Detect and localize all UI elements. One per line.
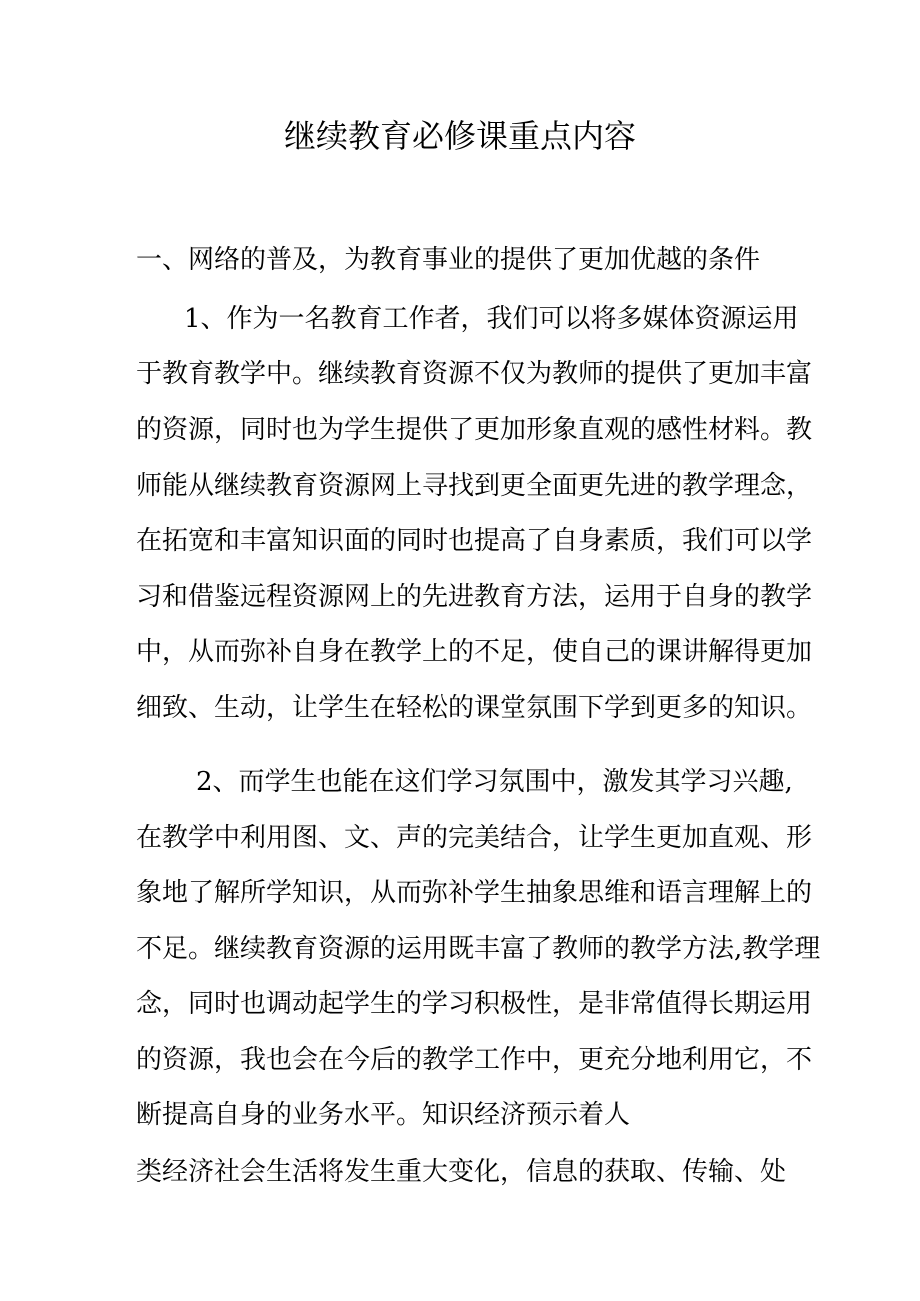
paragraph-line: 念，同时也调动起学生的学习积极性，是非常值得长期运用 bbox=[136, 989, 813, 1019]
paragraph-line: 中，从而弥补自身在教学上的不足，使自己的课讲解得更加 bbox=[136, 637, 813, 667]
paragraph-line: 1、作为一名教育工作者，我们可以将多媒体资源运用 bbox=[184, 304, 799, 334]
paragraph-line: 的资源，同时也为学生提供了更加形象直观的感性材料。教 bbox=[136, 415, 813, 445]
paragraph-line: 师能从继续教育资源网上寻找到更全面更先进的教学理念， bbox=[136, 471, 813, 501]
section-heading: 一、网络的普及，为教育事业的提供了更加优越的条件 bbox=[136, 245, 761, 275]
paragraph-line: 2、而学生也能在这们学习氛围中，激发其学习兴趣, bbox=[196, 767, 793, 797]
paragraph-line: 类经济社会生活将发生重大变化，信息的获取、传输、处 bbox=[136, 1157, 787, 1187]
paragraph-line: 在教学中利用图、文、声的完美结合，让学生更加直观、形 bbox=[136, 823, 813, 853]
document-title: 继续教育必修课重点内容 bbox=[283, 117, 636, 155]
paragraph-line: 在拓宽和丰富知识面的同时也提高了自身素质，我们可以学 bbox=[136, 526, 813, 556]
paragraph-line: 习和借鉴远程资源网上的先进教育方法，运用于自身的教学 bbox=[136, 582, 813, 612]
paragraph-line: 不足。继续教育资源的运用既丰富了教师的教学方法,教学理 bbox=[136, 934, 821, 964]
paragraph-line: 细致、生动，让学生在轻松的课堂氛围下学到更多的知识。 bbox=[136, 693, 813, 723]
paragraph-line: 于教育教学中。继续教育资源不仅为教师的提供了更加丰富 bbox=[136, 359, 813, 389]
paragraph-line: 断提高自身的业务水平。知识经济预示着人 bbox=[136, 1100, 631, 1130]
paragraph-line: 象地了解所学知识，从而弥补学生抽象思维和语言理解上的 bbox=[136, 878, 813, 908]
paragraph-line: 的资源，我也会在今后的教学工作中，更充分地利用它，不 bbox=[136, 1045, 813, 1075]
